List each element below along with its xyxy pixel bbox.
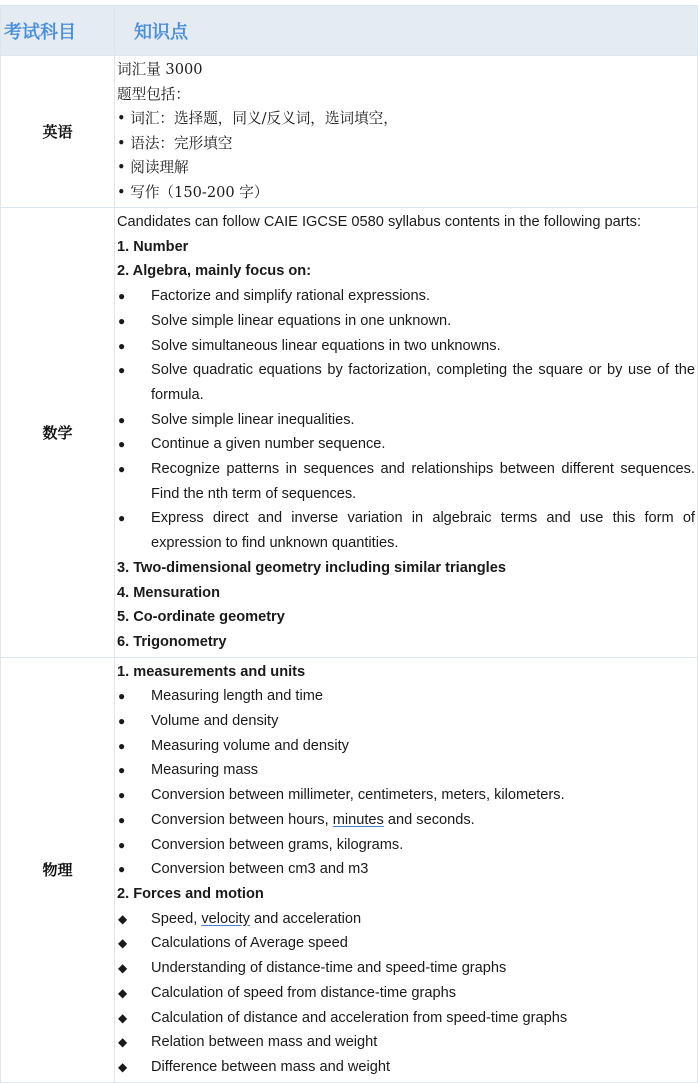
filled-circle-icon: ● [118,689,126,704]
header-subject: 考试科目 [1,6,115,56]
list-item: ● Volume and density [117,709,697,734]
diamond-icon: ◆ [118,1059,128,1074]
subject-math: 数学 [1,208,115,658]
list-item: ● Solve quadratic equations by factorization, completing the square or by use of the formula. [117,358,697,407]
english-line: • 语法：完形填空 [117,134,233,152]
filled-circle-icon: ● [118,412,126,427]
syllabus-table [0,5,698,1083]
list-item: ◆ Difference between mass and weight [117,1055,697,1080]
list-item: ● Conversion between cm3 and m3 [117,857,697,882]
math-section-number: 1. Number [117,238,189,255]
header-knowledge-points: 知识点 [115,6,698,56]
list-item: ● Solve simple linear inequalities. [117,408,697,433]
subject-physics: 物理 [1,657,115,1082]
filled-circle-icon: ● [118,363,126,378]
filled-circle-icon: ● [118,812,126,827]
filled-circle-icon: ● [118,437,126,452]
diamond-icon: ◆ [118,936,128,951]
filled-circle-icon: ● [118,788,126,803]
table-row-math [1,208,698,658]
filled-circle-icon: ● [118,313,126,328]
english-line: • 阅读理解 [117,159,189,176]
list-item: ● Conversion between grams, kilograms. [117,833,697,858]
list-item: ● Conversion between hours, minutes and seconds. [117,808,697,833]
list-item: ● Measuring volume and density [117,734,697,759]
filled-circle-icon: ● [118,837,126,852]
math-section-coordinate: 5. Co-ordinate geometry [117,609,285,626]
points-math [115,208,698,658]
list-item: ● Solve simple linear equations in one unknown. [117,309,697,334]
list-item: ◆ Calculation of distance and acceleration from speed-time graphs [117,1006,697,1031]
list-item: ◆ Relation between mass and weight [117,1030,697,1055]
points-english [115,56,698,208]
list-item: ● Measuring mass [117,758,697,783]
subject-english: 英语 [1,56,115,208]
table-row-physics [1,657,698,1082]
filled-circle-icon: ● [118,289,126,304]
spellcheck-word-minutes: minutes [332,811,384,828]
list-item: ◆ Understanding of distance-time and speed-time graphs [117,956,697,981]
list-item: ● Recognize patterns in sequences and relationships between different sequences. Find the nth term of sequences. [117,457,697,506]
physics-section-forces: 2. Forces and motion [117,885,264,902]
math-section-trigonometry: 6. Trigonometry [117,633,227,650]
math-intro: Candidates can follow CAIE IGCSE 0580 syllabus contents in the following parts: [117,214,642,230]
list-item: ◆ Calculations of Average speed [117,931,697,956]
list-item: ● Measuring length and time [117,684,697,709]
english-line: • 写作（150-200 字） [117,183,269,201]
table-header-row [1,6,698,56]
math-section-algebra: 2. Algebra, mainly focus on: [117,263,312,280]
filled-circle-icon: ● [118,462,126,477]
spellcheck-word-velocity: velocity [201,910,250,927]
list-item: ● Express direct and inverse variation in algebraic terms and use this form of expression to find unknown quantities. [117,506,697,555]
filled-circle-icon: ● [118,738,126,753]
math-section-mensuration: 4. Mensuration [117,584,220,601]
diamond-icon: ◆ [118,1035,128,1050]
filled-circle-icon: ● [118,511,126,526]
english-line: 词汇量 3000 [117,61,203,78]
english-line: 题型包括： [117,85,190,103]
list-item: ● Continue a given number sequence. [117,432,697,457]
list-item: ◆ Calculation of speed from distance-time graphs [117,981,697,1006]
english-line: • 词汇：选择题，同义/反义词，选词填空， [117,110,398,127]
table-row-english [1,56,698,208]
diamond-icon: ◆ [118,985,128,1000]
list-item: ● Solve simultaneous linear equations in two unknowns. [117,334,697,359]
filled-circle-icon: ● [118,862,126,877]
list-item: ● Conversion between millimeter, centimeters, meters, kilometers. [117,783,697,808]
diamond-icon: ◆ [118,961,128,976]
filled-circle-icon: ● [118,763,126,778]
points-physics [115,657,698,1082]
list-item: ● Factorize and simplify rational expressions. [117,284,697,309]
filled-circle-icon: ● [118,714,126,729]
physics-section-measurements: 1. measurements and units [117,663,306,680]
filled-circle-icon: ● [118,338,126,353]
diamond-icon: ◆ [118,1010,128,1025]
list-item: ◆ Speed, velocity and acceleration [117,907,697,932]
diamond-icon: ◆ [118,911,128,926]
math-section-geometry: 3. Two-dimensional geometry including similar triangles [117,559,506,576]
